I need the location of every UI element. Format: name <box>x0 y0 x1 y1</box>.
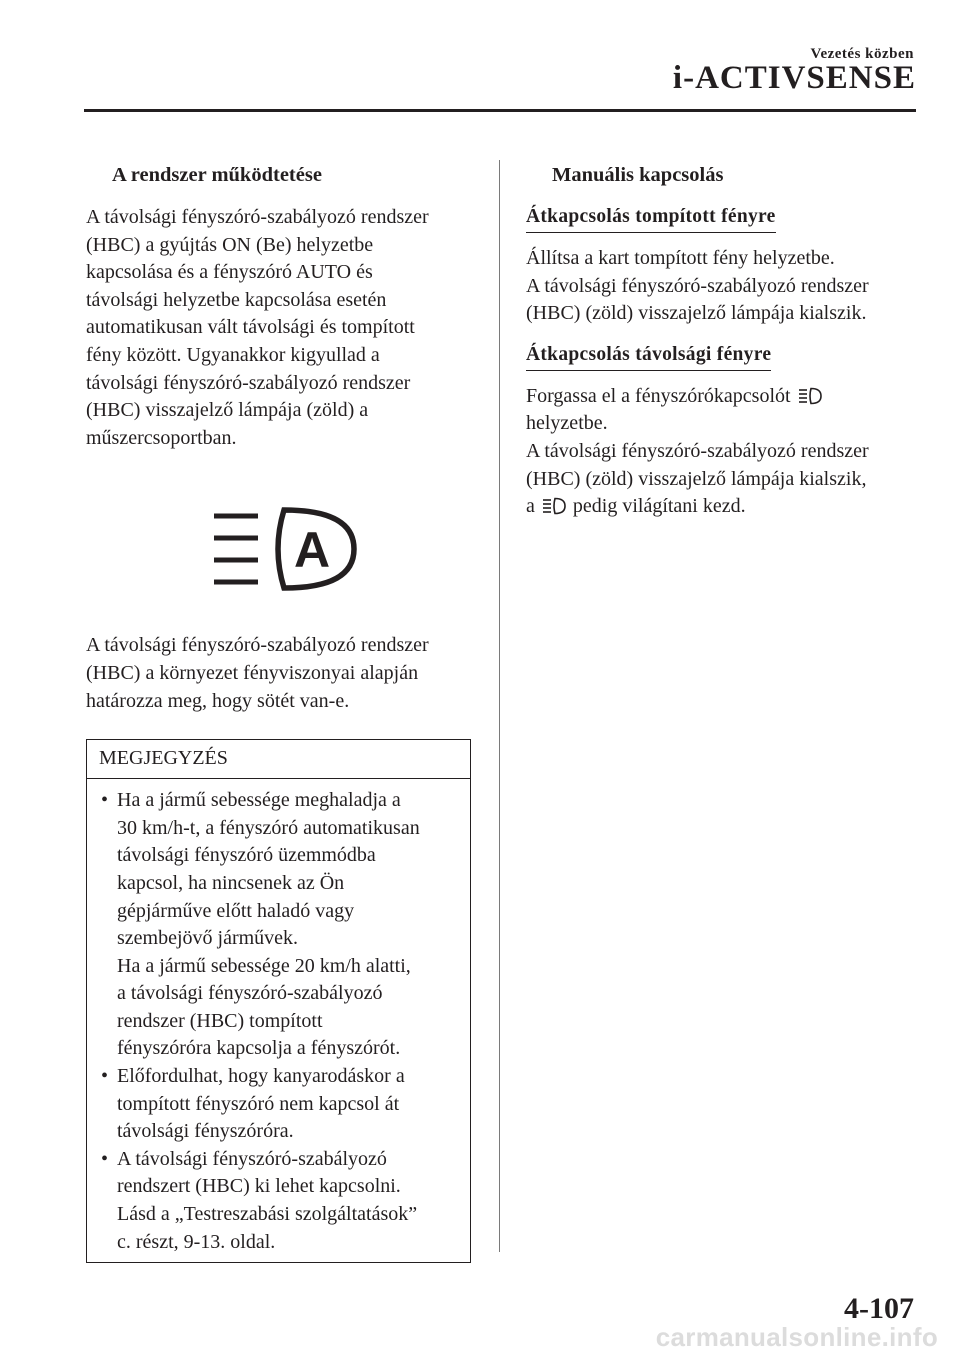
note-title: MEGJEGYZÉS <box>87 740 470 779</box>
high-beam-icon <box>798 387 822 405</box>
section-heading-manual <box>552 160 918 190</box>
note-line: rendszert (HBC) ki lehet kapcsolni. <box>117 1175 401 1198</box>
bullet-icon: • <box>101 1147 109 1170</box>
high-beam-icon <box>542 497 566 515</box>
note-item <box>99 1146 460 1256</box>
text-line <box>526 493 918 521</box>
after-icon-paragraph <box>86 632 471 715</box>
note-line: Ha a jármű sebessége 20 km/h alatti, <box>117 954 411 977</box>
text-line: műszercsoportban. <box>86 426 237 449</box>
text-line: távolsági fényszóró-szabályozó rendszer <box>86 371 411 394</box>
note-box <box>86 739 471 1263</box>
subheading-high-beam: Átkapcsolás távolsági fényre <box>526 342 771 371</box>
text-line: automatikusan vált távolsági és tompított <box>86 316 415 339</box>
text-line: (HBC) (zöld) visszajelző lámpája kialszik. <box>526 302 867 325</box>
column-divider <box>499 160 500 1252</box>
note-line: Lásd a „Testreszabási szolgáltatások” <box>117 1203 418 1226</box>
bullet-icon: • <box>101 789 109 812</box>
note-line: Ha a jármű sebessége meghaladja a <box>117 789 401 812</box>
note-line: távolsági fényszóró üzemmódba <box>117 844 376 867</box>
page-number: 4-107 <box>844 1292 914 1325</box>
header-title: i-ACTIVSENSE <box>672 60 916 96</box>
note-list <box>87 779 470 1262</box>
text-span: pedig világítani kezd. <box>572 495 746 518</box>
section-heading-text: A rendszer működtetése <box>112 164 322 186</box>
header-rule <box>84 109 916 112</box>
text-line: (HBC) a környezet fényviszonyai alapján <box>86 661 419 684</box>
text-span: Forgassa el a fényszórókapcsolót <box>526 384 791 407</box>
note-line: szembejövő járművek. <box>117 927 299 950</box>
text-line: fény között. Ugyanakkor kigyullad a <box>86 343 380 366</box>
hbc-auto-headlight-icon <box>204 504 364 594</box>
high-beam-paragraph <box>526 383 918 521</box>
text-line: A távolsági fényszóró-szabályozó rendszer <box>86 206 429 228</box>
text-line <box>526 383 918 411</box>
intro-paragraph <box>86 204 471 452</box>
note-line: a távolsági fényszóró-szabályozó <box>117 982 383 1005</box>
text-line: A távolsági fényszóró-szabályozó rendszer <box>86 634 429 657</box>
note-line: c. részt, 9-13. oldal. <box>117 1230 276 1253</box>
subheading-low-beam: Átkapcsolás tompított fényre <box>526 204 776 233</box>
left-column <box>86 160 471 1263</box>
watermark-text: carmanualsonline.info <box>655 1322 938 1352</box>
note-item <box>99 787 460 1063</box>
text-span: a <box>526 495 535 518</box>
right-column <box>526 160 918 521</box>
note-line: tompított fényszóró nem kapcsol át <box>117 1092 400 1115</box>
text-line: A távolsági fényszóró-szabályozó rendszer <box>526 274 869 297</box>
note-line: rendszer (HBC) tompított <box>117 1009 323 1032</box>
bullet-icon: • <box>101 1065 109 1088</box>
note-line: Előfordulhat, hogy kanyarodáskor a <box>117 1065 405 1088</box>
note-line: A távolsági fényszóró-szabályozó <box>117 1147 387 1170</box>
hbc-indicator-icon-wrap <box>86 504 471 594</box>
note-item <box>99 1063 460 1146</box>
note-line: távolsági fényszóróra. <box>117 1120 294 1143</box>
text-line: A távolsági fényszóró-szabályozó rendszer <box>526 439 869 462</box>
note-line: gépjárműve előtt haladó vagy <box>117 899 355 922</box>
text-line: (HBC) a gyújtás ON (Be) helyzetbe <box>86 233 374 256</box>
text-line: Állítsa a kart tompított fény helyzetbe. <box>526 247 835 269</box>
text-line: helyzetbe. <box>526 412 608 435</box>
text-line: távolsági helyzetbe kapcsolása esetén <box>86 288 387 311</box>
text-line: (HBC) visszajelző lámpája (zöld) a <box>86 399 369 422</box>
note-line: 30 km/h-t, a fényszóró automatikusan <box>117 816 420 839</box>
header-section-label: Vezetés közben <box>810 46 914 62</box>
note-line: fényszóróra kapcsolja a fényszórót. <box>117 1037 401 1060</box>
text-line: határozza meg, hogy sötét van-e. <box>86 689 350 712</box>
text-line: (HBC) (zöld) visszajelző lámpája kialszik, <box>526 467 867 490</box>
section-heading-operation <box>112 160 471 190</box>
low-beam-paragraph <box>526 245 918 328</box>
section-heading-text: Manuális kapcsolás <box>552 164 724 186</box>
hbc-icon-letter: A <box>293 522 330 579</box>
note-line: kapcsol, ha nincsenek az Ön <box>117 871 345 894</box>
text-line: kapcsolása és a fényszóró AUTO és <box>86 261 373 284</box>
